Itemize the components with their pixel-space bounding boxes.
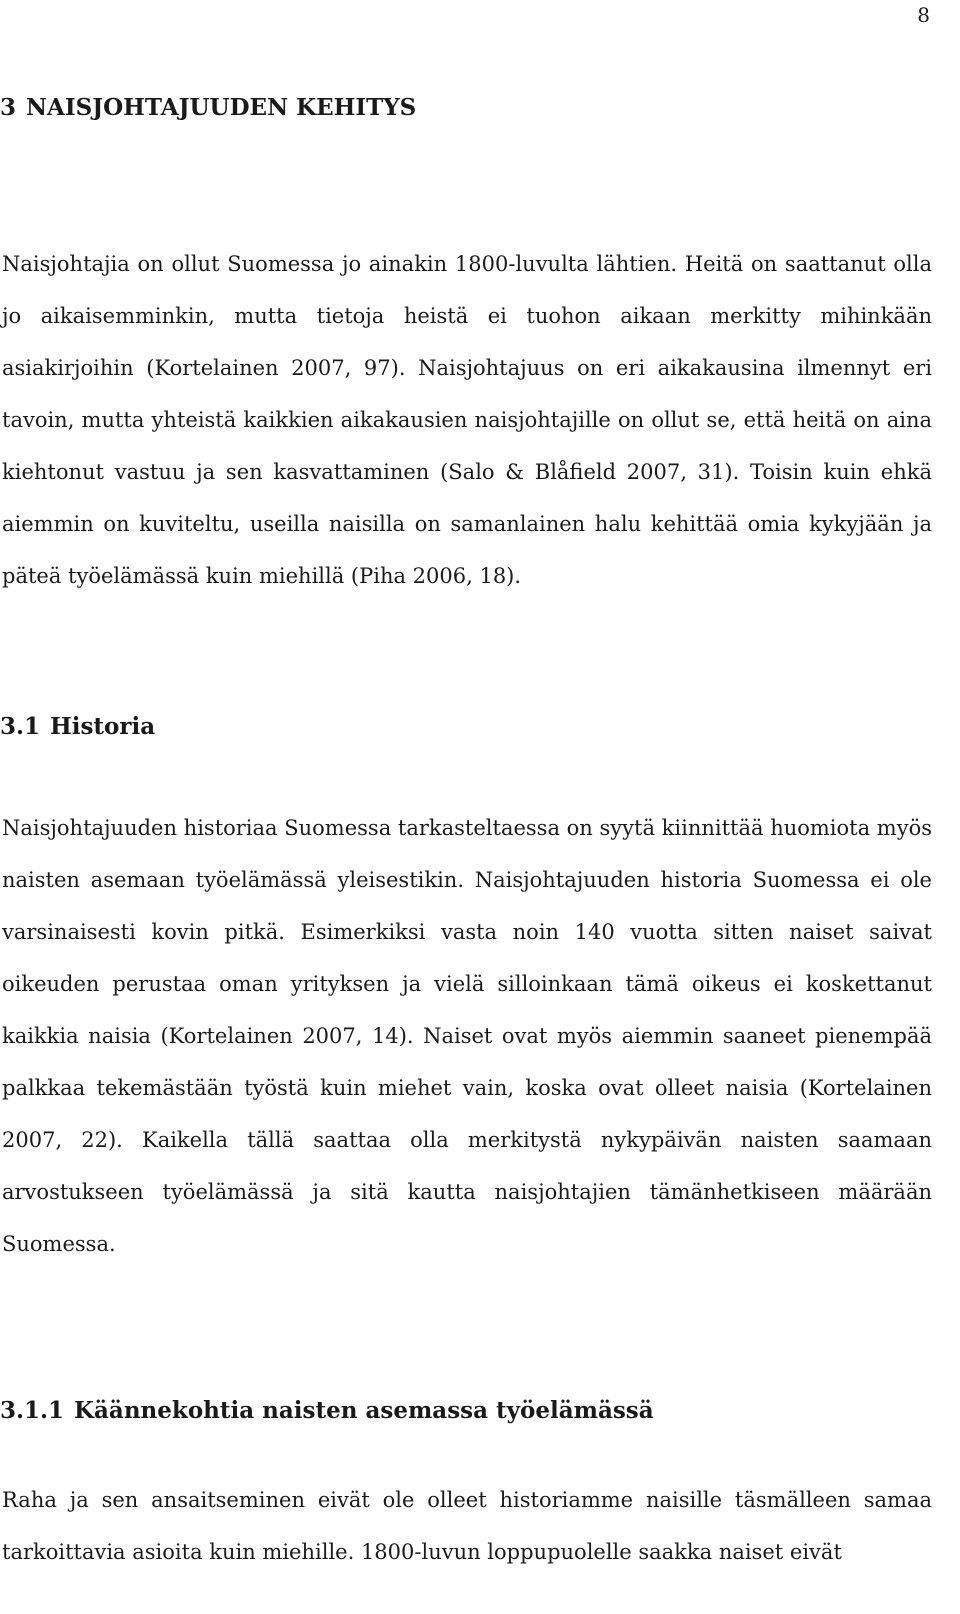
section-number: 3.1: [0, 713, 41, 740]
subsection-number: 3.1.1: [0, 1397, 65, 1424]
subsection-title: Käännekohtia naisten asemassa työelämässä: [74, 1397, 654, 1424]
section-title: Historia: [50, 713, 156, 740]
section-paragraph: Naisjohtajuuden historiaa Suomessa tarkasteltaessa on syytä kiinnittää huomiota myös naisten asemaan työelämässä yleisestikin. Naisjohtajuuden historia Suomessa ei ole varsinaisesti kovin pitkä. Esimerkiksi vasta noin 140 vuotta sitten naiset saivat oikeuden perustaa oman yrityksen ja vielä silloinkaan tämä oikeus ei koskettanut kaikkia naisia (Kortelainen 2007, 14). Naiset ovat myös aiemmin saaneet pienempää palkkaa tekemästään työstä kuin miehet vain, koska ovat olleet naisia (Kortelainen 2007, 22). Kaikella tällä saattaa olla merkitystä nykypäivän naisten saamaan arvostukseen työelämässä ja sitä kautta naisjohtajien tämänhetkiseen määrään Suomessa.: [2, 816, 932, 1256]
page-number: 8: [917, 3, 930, 27]
chapter-number: 3: [0, 94, 17, 121]
chapter-title: NAISJOHTAJUUDEN KEHITYS: [26, 94, 417, 121]
subsection-heading: [0, 1396, 654, 1426]
section-heading: [0, 712, 155, 742]
chapter-intro-paragraph: Naisjohtajia on ollut Suomessa jo ainakin 1800-luvulta lähtien. Heitä on saattanut olla jo aikaisemminkin, mutta tietoja heistä ei tuohon aikaan merkitty mihinkään asiakirjoihin (Kortelainen 2007, 97). Naisjohtajuus on eri aikakausina ilmennyt eri tavoin, mutta yhteistä kaikkien aikakausien naisjohtajille on ollut se, että heitä on aina kiehtonut vastuu ja sen kasvattaminen (Salo & Blåfield 2007, 31). Toisin kuin ehkä aiemmin on kuviteltu, useilla naisilla on samanlainen halu kehittää omia kykyjään ja päteä työelämässä kuin miehillä (Piha 2006, 18).: [2, 252, 932, 588]
chapter-heading: [0, 93, 416, 123]
subsection-paragraph: Raha ja sen ansaitseminen eivät ole olleet historiamme naisille täsmälleen samaa tarkoittavia asioita kuin miehille. 1800-luvun loppupuolelle saakka naiset eivät: [2, 1488, 932, 1564]
